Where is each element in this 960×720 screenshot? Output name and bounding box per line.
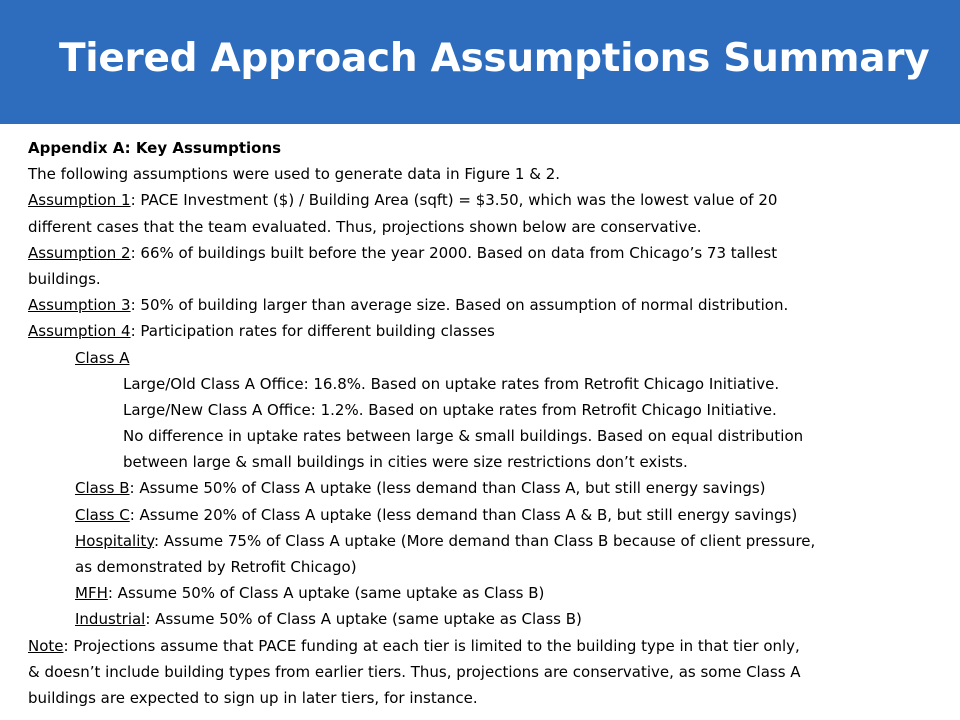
class-b-line xyxy=(28,475,933,501)
class-c-line xyxy=(28,502,933,528)
assumption-4-label: Assumption 4 xyxy=(28,322,131,341)
class-c-text: : Assume 20% of Class A uptake (less demand than Class A & B, but still energy savings) xyxy=(129,505,798,524)
note-line-3: buildings are expected to sign up in later tiers, for instance. xyxy=(28,688,478,707)
assumption-4-line xyxy=(28,318,933,344)
assumption-1-line-1 xyxy=(28,187,933,213)
assumption-3-label: Assumption 3 xyxy=(28,296,131,315)
assumption-2-text: : 66% of buildings built before the year 2000. Based on data from Chicago’s 73 tallest xyxy=(130,243,778,262)
mfh-line xyxy=(28,580,933,606)
note-label: Note xyxy=(28,636,64,655)
class-b-label: Class B xyxy=(75,479,130,498)
title-bar xyxy=(0,0,960,124)
class-b-text: : Assume 50% of Class A uptake (less demand than Class A, but still energy savings) xyxy=(129,479,766,498)
assumption-1-line-2: different cases that the team evaluated. Thus, projections shown below are conservative. xyxy=(28,217,702,236)
assumption-3-text: : 50% of building larger than average size. Based on assumption of normal distribution. xyxy=(130,296,789,315)
appendix-intro: The following assumptions were used to generate data in Figure 1 & 2. xyxy=(28,165,561,184)
slide-title: Tiered Approach Assumptions Summary xyxy=(59,36,930,81)
assumption-1-text: : PACE Investment ($) / Building Area (sqft) = $3.50, which was the lowest value of 20 xyxy=(130,191,778,210)
class-a-item-3-line-1: No difference in uptake rates between large & small buildings. Based on equal distribution xyxy=(123,427,804,446)
industrial-text: : Assume 50% of Class A uptake (same uptake as Class B) xyxy=(145,610,582,629)
appendix-heading: Appendix A: Key Assumptions xyxy=(28,139,282,157)
assumption-2-label: Assumption 2 xyxy=(28,243,131,262)
class-a-item-3-line-2: between large & small buildings in cities were size restrictions don’t exists. xyxy=(123,453,688,472)
mfh-label: MFH xyxy=(75,584,108,603)
assumption-2-line-2: buildings. xyxy=(28,269,101,288)
class-c-label: Class C xyxy=(75,505,130,524)
class-a-item-2: Large/New Class A Office: 1.2%. Based on uptake rates from Retrofit Chicago Initiative. xyxy=(123,400,777,419)
class-a-item-1: Large/Old Class A Office: 16.8%. Based on uptake rates from Retrofit Chicago Initiative. xyxy=(123,374,780,393)
class-a-label: Class A xyxy=(75,348,130,367)
hospitality-label: Hospitality xyxy=(75,531,155,550)
appendix-content xyxy=(28,135,933,711)
hospitality-text: : Assume 75% of Class A uptake (More demand than Class B because of client pressure, xyxy=(154,531,816,550)
note-line-1 xyxy=(28,633,933,659)
mfh-text: : Assume 50% of Class A uptake (same uptake as Class B) xyxy=(107,584,545,603)
hospitality-line-1 xyxy=(28,528,933,554)
assumption-3-line xyxy=(28,292,933,318)
assumption-2-line-1 xyxy=(28,240,933,266)
industrial-line xyxy=(28,606,933,632)
assumption-1-label: Assumption 1 xyxy=(28,191,131,210)
note-line-2: & doesn’t include building types from earlier tiers. Thus, projections are conservative, as some Class A xyxy=(28,662,801,681)
hospitality-line-2: as demonstrated by Retrofit Chicago) xyxy=(75,558,357,576)
industrial-label: Industrial xyxy=(75,610,146,629)
assumption-4-text: : Participation rates for different building classes xyxy=(130,322,495,341)
class-a-line xyxy=(28,345,933,371)
note-text: : Projections assume that PACE funding at each tier is limited to the building type in that tier only, xyxy=(63,636,800,655)
